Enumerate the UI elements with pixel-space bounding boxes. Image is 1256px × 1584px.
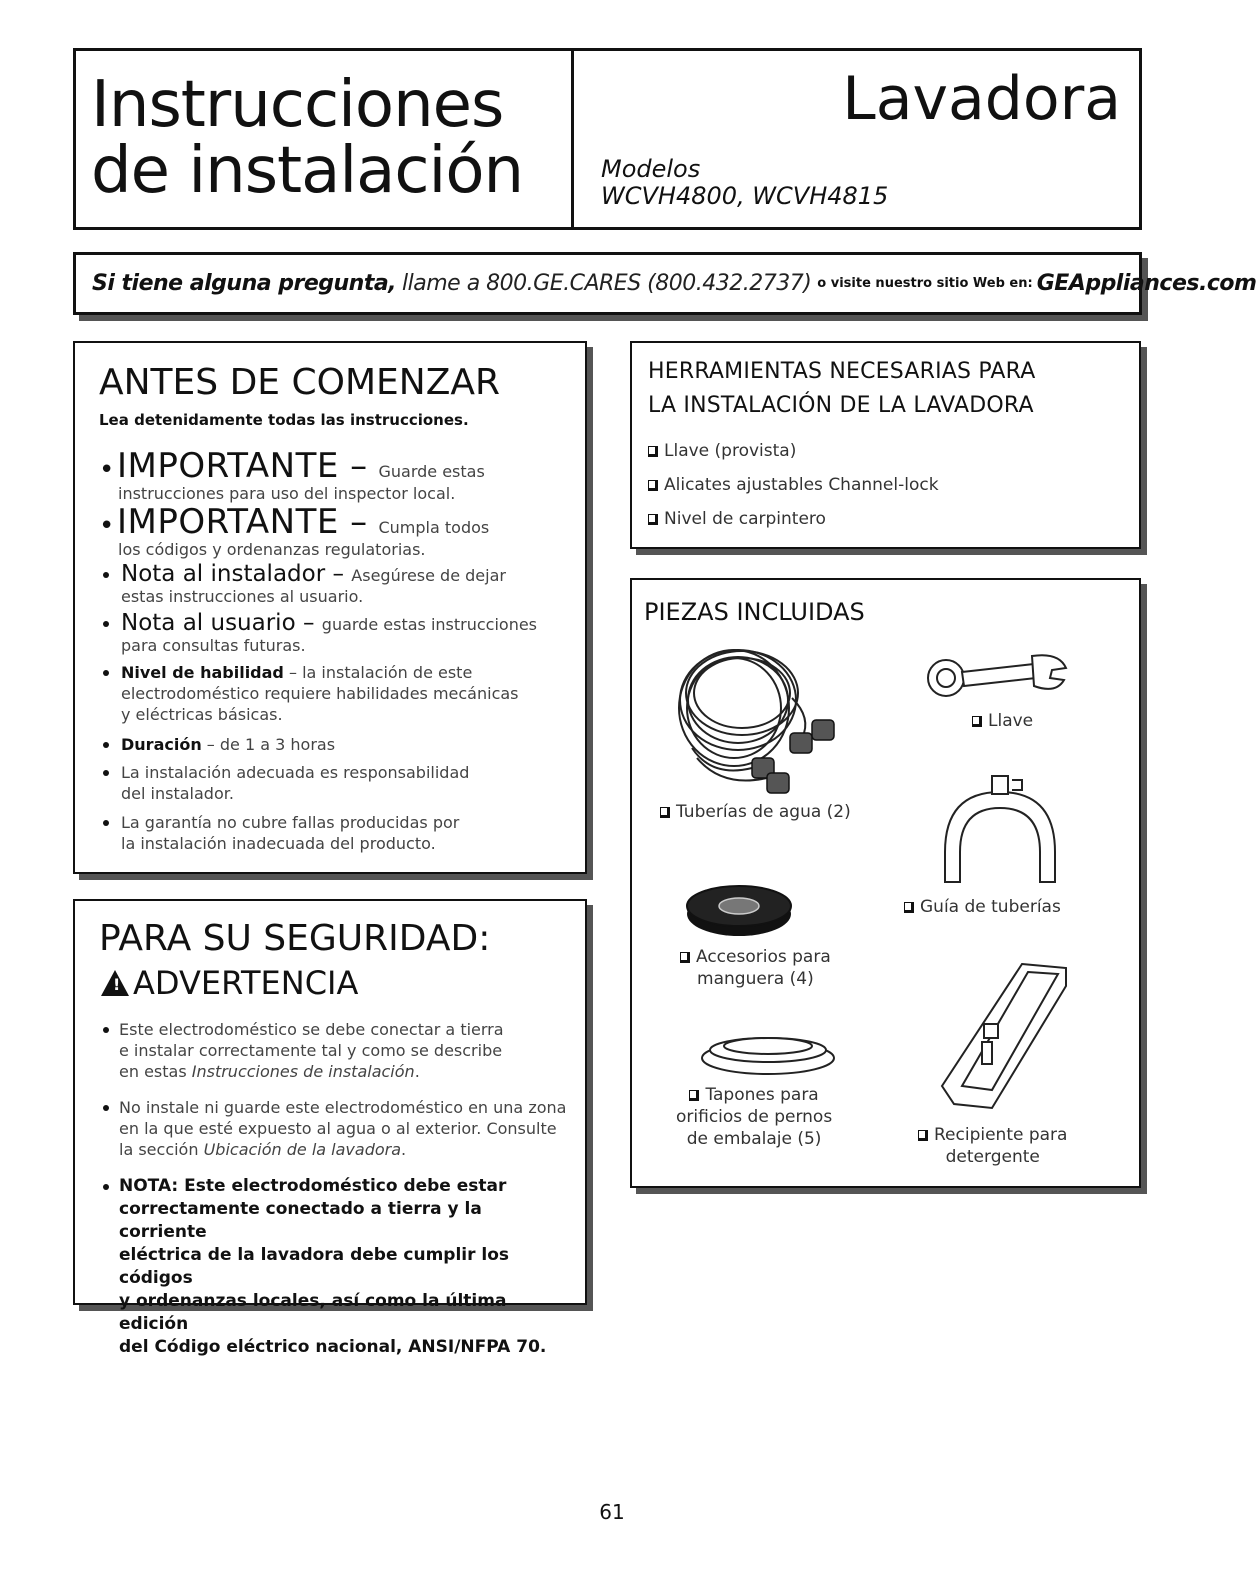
checkbox-icon	[648, 514, 658, 525]
safety-item-2	[101, 1097, 571, 1160]
wrench-icon	[924, 650, 1074, 700]
important-text: Guarde estas	[378, 462, 485, 481]
warning-label: ADVERTENCIA	[133, 964, 359, 1002]
warranty-line1: La garantía no cubre fallas producidas por	[121, 813, 460, 832]
note-user-item	[99, 612, 569, 656]
note-line: del Código eléctrico nacional, ANSI/NFPA 70.	[119, 1337, 547, 1357]
part-label-cont: detergente	[945, 1147, 1040, 1167]
title-header	[73, 48, 1142, 230]
part-label: Tuberías de agua (2)	[676, 802, 851, 822]
product-name: Lavadora	[842, 64, 1121, 134]
note-cont: para consultas futuras.	[121, 636, 306, 655]
checkbox-icon	[648, 446, 658, 457]
note-installer-item	[99, 563, 569, 607]
contact-question: Si tiene alguna pregunta,	[92, 271, 397, 296]
header-divider	[571, 51, 574, 227]
safety-line: No instale ni guarde este electrodoméstico en una zona	[119, 1098, 567, 1117]
resp-line2: del instalador.	[121, 784, 234, 803]
checkbox-icon	[648, 480, 658, 491]
note-line: y ordenanzas locales, así como la última edición	[119, 1291, 507, 1334]
part-label-cont: orificios de pernos	[676, 1107, 833, 1127]
skill-label: Nivel de habilidad	[121, 663, 284, 682]
contact-banner	[73, 252, 1256, 315]
document-title-line2: de instalación	[91, 134, 524, 208]
contact-visit-text: o visite nuestro sitio Web en:	[817, 276, 1033, 291]
bullet-dot	[103, 621, 109, 627]
safety-line: .	[414, 1062, 420, 1081]
tool-item	[648, 441, 796, 461]
tools-title-line2: LA INSTALACIÓN DE LA LAVADORA	[648, 393, 1034, 418]
skill-cont2: y eléctricas básicas.	[121, 705, 283, 724]
important-label: IMPORTANTE –	[117, 446, 368, 486]
warranty-line2: la instalación inadecuada del producto.	[121, 834, 436, 853]
part-hoses	[660, 801, 851, 823]
models-label: Modelos	[601, 155, 701, 183]
bullet-dot	[103, 1184, 109, 1190]
checkbox-icon	[918, 1130, 928, 1141]
important-label: IMPORTANTE –	[117, 502, 368, 542]
part-wrench	[972, 710, 1033, 732]
note-text: guarde estas instrucciones	[321, 615, 538, 634]
section-title: PARA SU SEGURIDAD:	[99, 918, 491, 959]
bullet-dot	[103, 742, 109, 748]
safety-item-1	[101, 1019, 571, 1082]
skill-cont1: electrodoméstico requiere habilidades mecánicas	[121, 684, 519, 703]
tools-needed-section	[630, 341, 1141, 549]
document-title-line1: Instrucciones	[91, 68, 504, 142]
safety-line: Este electrodoméstico se debe conectar a tierra	[119, 1020, 504, 1039]
warning-symbol: !	[113, 975, 121, 994]
safety-line: .	[401, 1140, 407, 1159]
safety-line: en la que esté expuesto al agua o al exterior. Consulte	[119, 1119, 557, 1138]
important-text: Cumpla todos	[378, 518, 490, 537]
contact-website-link[interactable]: GEAppliances.com	[1036, 271, 1256, 296]
part-label-cont: de embalaje (5)	[686, 1129, 822, 1149]
part-label: Recipiente para	[934, 1125, 1068, 1145]
part-label: Llave	[988, 711, 1034, 731]
safety-note	[101, 1175, 571, 1359]
water-hoses-icon	[672, 638, 852, 808]
tool-item	[648, 509, 826, 529]
note-text: Asegúrese de dejar	[351, 566, 506, 585]
for-your-safety-section	[73, 899, 587, 1357]
checkbox-icon	[689, 1090, 699, 1101]
page-number: 61	[599, 1500, 625, 1524]
skill-text: – la instalación de este	[283, 663, 473, 682]
note-cont: estas instrucciones al usuario.	[121, 587, 364, 606]
checkbox-icon	[660, 807, 670, 818]
part-label: Tapones para	[705, 1085, 819, 1105]
plug-icon	[698, 1028, 838, 1078]
duration-item	[99, 734, 569, 755]
note-label: Nota al instalador –	[121, 561, 344, 587]
tool-label: Nivel de carpintero	[664, 509, 826, 529]
note-line: NOTA: Este electrodoméstico debe estar	[119, 1176, 507, 1196]
warranty-item	[99, 812, 569, 854]
contact-phone: llame a 800.GE.CARES (800.432.2737)	[402, 271, 812, 296]
tool-label: Llave (provista)	[664, 441, 797, 461]
duration-label: Duración	[121, 735, 202, 754]
note-label: Nota al usuario –	[121, 610, 315, 636]
responsibility-item	[99, 762, 569, 804]
safety-italic: Ubicación de la lavadora	[203, 1140, 402, 1159]
part-detergent-container	[918, 1124, 1067, 1168]
part-label-cont: manguera (4)	[697, 969, 814, 989]
before-you-begin-section	[73, 341, 587, 874]
bullet-dot	[103, 820, 109, 826]
part-hose-accessories	[680, 946, 831, 990]
part-label: Guía de tuberías	[920, 897, 1061, 917]
bullet: •	[99, 511, 115, 541]
warning-heading	[101, 964, 359, 1002]
bullet-dot	[103, 1105, 109, 1111]
detergent-container-icon	[932, 958, 1072, 1118]
tool-item	[648, 475, 939, 495]
part-label: Accesorios para	[696, 947, 831, 967]
checkbox-icon	[680, 952, 690, 963]
safety-line: en estas	[119, 1062, 192, 1081]
skill-item	[99, 662, 569, 725]
checkbox-icon	[904, 902, 914, 913]
section-title: ANTES DE COMENZAR	[99, 362, 501, 403]
bullet-dot	[103, 1027, 109, 1033]
safety-line: la sección	[119, 1140, 204, 1159]
important-item-1	[99, 446, 569, 504]
bullet-dot	[103, 670, 109, 676]
warning-icon	[101, 970, 129, 996]
resp-line1: La instalación adecuada es responsabilidad	[121, 763, 470, 782]
hose-guide-icon	[930, 772, 1070, 892]
tools-title-line1: HERRAMIENTAS NECESARIAS PARA	[648, 359, 1036, 384]
important-cont: los códigos y ordenanzas regulatorias.	[118, 540, 426, 559]
part-hose-guide	[904, 896, 1061, 918]
part-plugs	[676, 1084, 832, 1150]
models-list: WCVH4800, WCVH4815	[601, 182, 889, 210]
important-cont: instrucciones para uso del inspector local.	[118, 484, 456, 503]
safety-italic: Instrucciones de instalación	[191, 1062, 415, 1081]
duration-text: – de 1 a 3 horas	[201, 735, 336, 754]
section-title: PIEZAS INCLUIDAS	[644, 598, 865, 626]
tool-label: Alicates ajustables Channel-lock	[664, 475, 939, 495]
important-item-2	[99, 502, 569, 560]
washer-icon	[684, 880, 794, 940]
checkbox-icon	[972, 716, 982, 727]
bullet: •	[99, 455, 115, 485]
included-parts-section	[630, 578, 1141, 1188]
section-subtitle: Lea detenidamente todas las instrucciones.	[99, 411, 469, 429]
safety-line: e instalar correctamente tal y como se describe	[119, 1041, 503, 1060]
note-line: eléctrica de la lavadora debe cumplir los códigos	[119, 1245, 510, 1288]
bullet-dot	[103, 572, 109, 578]
bullet-dot	[103, 770, 109, 776]
note-line: correctamente conectado a tierra y la corriente	[119, 1199, 482, 1242]
